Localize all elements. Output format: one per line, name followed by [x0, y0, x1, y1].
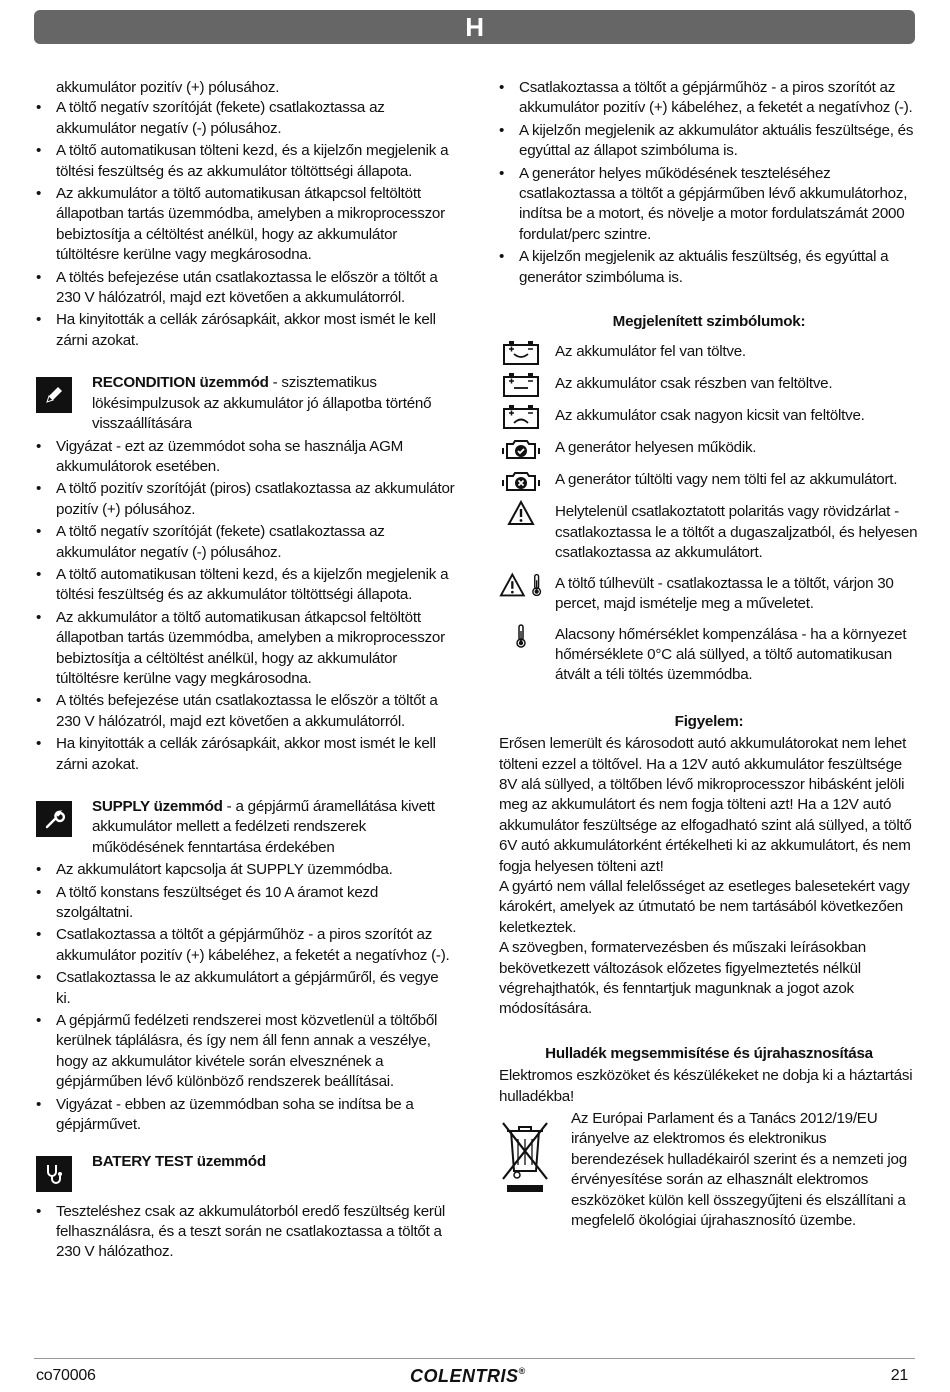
symbol-row — [499, 502, 919, 563]
list-item: • Ha kinyitották a cellák zárósapkáit, akkor most ismét le kell zárni azokat. — [36, 310, 456, 351]
symbol-text: Helytelenül csatlakoztatott polaritás vagy rövidzárlat - csatlakoztassa le a töltőt a dugaszaljzatból, és helyesen csatlakoztassa az akkumulátort. — [555, 503, 918, 562]
generator-fault-icon — [499, 468, 543, 494]
list-item: • Csatlakoztassa a töltőt a gépjárműhöz - a piros szorítót az akkumulátor pozitív (+) kábeléhez, a feketét a negatívhoz (-). — [36, 925, 456, 966]
symbol-text: Az akkumulátor fel van töltve. — [555, 343, 746, 361]
waste-text: Az Európai Parlament és a Tanács 2012/19/EU irányelve az elektromos és elektronikus berendezések hulladékairól szerint és a nemzeti jog érvényesítése során az elhasznált elektromos eszközöket külön kell összegyűjteni és elszállítani a megfelelő ökológiai újrahasznosító üzembe. — [571, 1110, 907, 1230]
recondition-title: RECONDITION üzemmód — [92, 374, 269, 392]
generator-ok-icon — [499, 436, 543, 462]
list-item: • A kijelzőn megjelenik az aktuális feszültség, és egyúttal a generátor szimbóluma is. — [499, 247, 919, 288]
list-item: • Vigyázat - ebben az üzemmódban soha se indítsa be a gépjárművet. — [36, 1095, 456, 1136]
symbol-text: Az akkumulátor csak részben van feltöltve. — [555, 375, 833, 393]
product-code: co70006 — [36, 1367, 96, 1384]
page-number: 21 — [890, 1367, 908, 1384]
waste-title: Hulladék megsemmisítése és újrahasznosítása — [545, 1044, 873, 1062]
right-column — [499, 78, 919, 1231]
registered-mark: ® — [518, 1366, 526, 1376]
list-item: • A töltő konstans feszültséget és 10 A áramot kezd szolgáltatni. — [36, 883, 456, 924]
waste-intro: Elektromos eszközöket és készülékeket ne dobja ki a háztartási hulladékba! — [499, 1067, 913, 1105]
list-item: • Vigyázat - ezt az üzemmódot soha se használja AGM akkumulátorok esetében. — [36, 437, 456, 478]
list-item: • Ha kinyitották a cellák zárósapkáit, akkor most ismét le kell zárni azokat. — [36, 734, 456, 775]
battery-test-mode-heading — [36, 1152, 456, 1196]
list-item: • A generátor helyes működésének teszteléséhez csatlakoztassa a töltőt a gépjárműben lévő akkumulátorhoz, indítsa be a motort, és növelje a motor fordulatszámát 2000 fordulat/perc szintre. — [499, 164, 919, 246]
stethoscope-icon — [36, 1156, 72, 1192]
bullet-list-2 — [36, 437, 456, 776]
supply-desc: - a gépjármű áramellátása kivett akkumulátor mellett a fedélzeti rendszerek működésének fenntartása érdekében — [92, 798, 435, 856]
bullet-list-1 — [36, 98, 456, 351]
right-bullet-list — [499, 78, 919, 288]
symbol-text: Alacsony hőmérséklet kompenzálása - ha a környezet hőmérséklete 0°C alá süllyed, a töltő automatikusan átvált a téli töltés üzemmódba. — [555, 625, 907, 684]
symbol-row — [499, 406, 919, 428]
battery-partial-icon — [499, 372, 543, 398]
attention-paragraph: Erősen lemerült és károsodott autó akkumulátorokat nem lehet tölteni ezzel a töltővel. Ha a 12V autó akkumulátor feszültsége 8V alá süllyed, a töltőben lévő mikroprocesszor hibásként jelöli meg az akkumulátort és nem fogja tölteni azt! Ha a 12V autó akkumulátor feszültsége az elfogadható szint alá süllyed, a töltő 6V autó akkumulátorként értékelheti ki az akkumulátort, és nem fogja helyesen tölteni azt! — [499, 735, 912, 875]
list-item: • Teszteléshez csak az akkumulátorból eredő feszültség kerül felhasználásra, és a teszt során ne csatlakoztassa a töltőt a 230 V hálózathoz. — [36, 1202, 456, 1263]
symbol-text: A töltő túlhevült - csatlakoztassa le a töltőt, várjon 30 percet, majd ismételje meg a műveletet. — [555, 574, 894, 613]
crossed-bin-icon — [499, 1117, 551, 1197]
symbol-text: A generátor túltölti vagy nem tölti fel az akkumulátort. — [555, 471, 898, 489]
list-item: • A töltés befejezése után csatlakoztassa le először a töltőt a 230 V hálózatról, majd ezt követően a akkumulátorról. — [36, 268, 456, 309]
brand-logo-text: COLENTRIS — [410, 1366, 519, 1386]
list-item: • Az akkumulátort kapcsolja át SUPPLY üzemmódba. — [36, 860, 456, 880]
symbol-row — [499, 342, 919, 364]
recondition-mode-heading — [36, 373, 456, 434]
attention-paragraph: A gyártó nem vállal felelősséget az esetleges balesetekért vagy károkért, amelyek az útmutató be nem tartásából következően keletkeztek. — [499, 877, 910, 936]
battery-test-title: BATERY TEST üzemmód — [92, 1152, 266, 1170]
list-item: • A töltő pozitív szorítóját (piros) csatlakoztassa az akkumulátor pozitív (+) pólusához. — [36, 479, 456, 520]
attention-title: Figyelem: — [674, 712, 744, 730]
supply-title: SUPPLY üzemmód — [92, 798, 223, 815]
list-item: • A töltő negatív szorítóját (fekete) csatlakoztassa az akkumulátor negatív (-) pólusához. — [36, 98, 456, 139]
symbols-title: Megjelenített szimbólumok: — [612, 313, 806, 331]
battery-low-icon — [499, 404, 543, 430]
list-item: • A töltés befejezése után csatlakoztassa le először a töltőt a 230 V hálózatról, majd ezt követően a akkumulátorról. — [36, 691, 456, 732]
battery-full-icon — [499, 340, 543, 366]
list-item: • Csatlakoztassa le az akkumulátort a gépjárműről, és vegye ki. — [36, 968, 456, 1009]
brand-logo — [410, 1366, 526, 1387]
symbol-row — [499, 374, 919, 396]
warning-icon — [499, 500, 543, 526]
list-item: • Az akkumulátor a töltő automatikusan átkapcsol feltöltött állapotban tartás üzemmódba, amelyben a mikroprocesszor bebiztosítja a céltöltést anélkül, hogy az akkumulátor túltöltésre kerülne vagy megkárosodna. — [36, 608, 456, 690]
waste-section — [499, 1109, 919, 1231]
list-item: • Az akkumulátor a töltő automatikusan átkapcsol feltöltött állapotban tartás üzemmódba, amelyben a mikroprocesszor bebiztosítja a céltöltést anélkül, hogy az akkumulátor túltöltésre kerülne vagy megkárosodna. — [36, 184, 456, 266]
thermometer-icon — [499, 623, 543, 649]
symbol-text: Az akkumulátor csak nagyon kicsit van feltöltve. — [555, 407, 865, 425]
list-item: • A töltő automatikusan tölteni kezd, és a kijelzőn megjelenik a töltési feszültség és az akkumulátor töltöttségi állapota. — [36, 141, 456, 182]
list-item: • A töltő automatikusan tölteni kezd, és a kijelzőn megjelenik a töltési feszültség és az akkumulátor töltöttségi állapota. — [36, 565, 456, 606]
bullet-list-4 — [36, 1202, 456, 1263]
continued-text: akkumulátor pozitív (+) pólusához. — [56, 79, 280, 96]
supply-mode-heading — [36, 797, 456, 858]
list-item: • A töltő negatív szorítóját (fekete) csatlakoztassa az akkumulátor negatív (-) pólusához. — [36, 522, 456, 563]
recondition-desc: - szisztematikus lökésimpulzusok az akkumulátor jó állapotba történő visszaállítására — [92, 374, 432, 433]
symbol-row — [499, 574, 919, 615]
pencil-icon — [36, 377, 72, 413]
symbol-row — [499, 438, 919, 460]
footer-divider — [34, 1358, 915, 1359]
language-letter: H — [465, 12, 484, 42]
symbol-row — [499, 470, 919, 492]
list-item: • A gépjármű fedélzeti rendszerei most közvetlenül a töltőből kerülnek táplálásra, és így nem áll fenn annak a veszélye, hogy az akkumulátor kivétele során elvesznének a gépjárműben lévő különböző rendszerek beállításai. — [36, 1011, 456, 1093]
list-item: • A kijelzőn megjelenik az akkumulátor aktuális feszültsége, és egyúttal az állapot szimbóluma is. — [499, 121, 919, 162]
symbol-row — [499, 625, 919, 686]
left-column — [36, 78, 456, 1265]
symbol-text: A generátor helyesen működik. — [555, 439, 757, 457]
bullet-list-3 — [36, 860, 456, 1135]
wrench-icon — [36, 801, 72, 837]
section-header-bar — [34, 10, 915, 44]
list-item: • Csatlakoztassa a töltőt a gépjárműhöz - a piros szorítót az akkumulátor pozitív (+) kábeléhez, a feketét a negatívhoz (-). — [499, 78, 919, 119]
warning-thermometer-icon — [499, 572, 543, 598]
symbols-list — [499, 342, 919, 685]
attention-paragraph: A szövegben, formatervezésben és műszaki leírásokban bekövetkezett változások előzetes figyelmeztetés nélkül végrehajthatók, és fenntartjuk magunknak a jogot azok módosítására. — [499, 939, 866, 1018]
